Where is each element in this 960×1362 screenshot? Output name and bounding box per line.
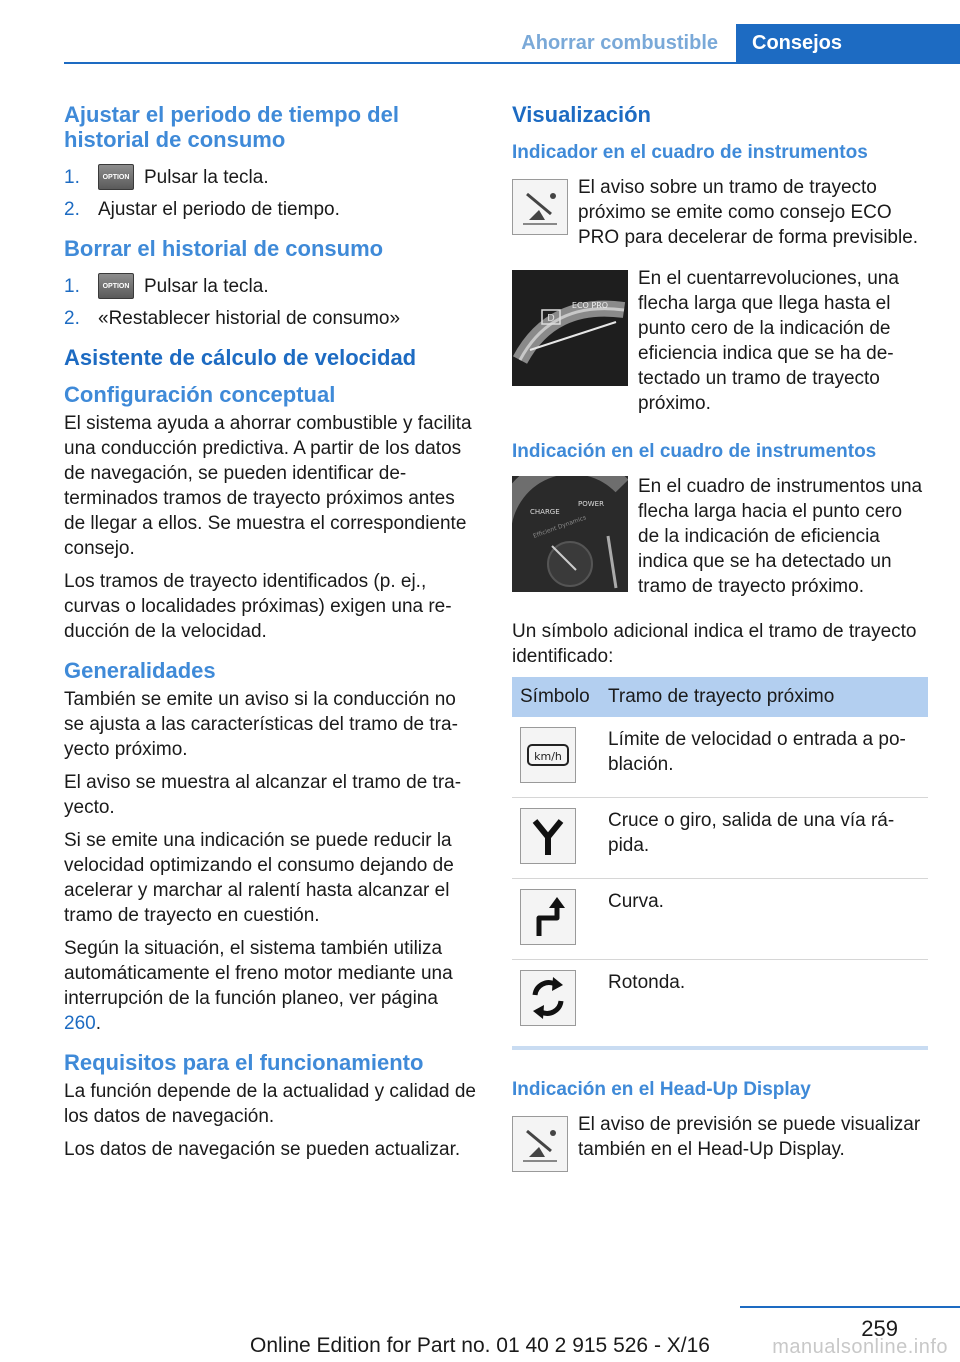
heading-indicador: Indicador en el cuadro de instrumentos (512, 142, 868, 163)
kmh-icon (520, 727, 576, 783)
heading-borrar-historial: Borrar el historial de consumo (64, 236, 384, 261)
table-header-row (512, 677, 928, 717)
paragraph: La función depende de la actualidad y calidad de los datos de navegación. (64, 1081, 476, 1127)
paragraph: El aviso sobre un tramo de trayecto próximo se emite como consejo ECO PRO para decelerar de forma previsible. (578, 177, 919, 248)
junction-icon (520, 808, 576, 864)
kmh-text: km/h (534, 750, 562, 763)
paragraph: En el cuentarrevoluciones, una flecha larga que llega hasta el punto cero de la indicación de eficiencia indica que se ha detectado un tramo de trayecto próximo. (638, 268, 899, 414)
table-row (512, 960, 928, 1041)
heading-configuracion: Configuración conceptual (64, 382, 336, 407)
table-cell (512, 879, 600, 960)
watermark: manualsonline.info (772, 1336, 948, 1358)
eco-pro-label: ECO PRO (571, 301, 609, 310)
paragraph: Los datos de navegación se pueden actualizar. (64, 1139, 461, 1160)
paragraph (64, 936, 477, 1036)
list-item (64, 306, 477, 331)
option-button-icon: OPTION (98, 164, 134, 190)
footer-edition: Online Edition for Part no. 01 40 2 915 526 - X/16 (250, 1334, 710, 1357)
heading-hud: Indicación en el Head-Up Display (512, 1079, 811, 1100)
hud-deceleration-icon (512, 1116, 568, 1172)
table-bottom-rule (512, 1046, 928, 1050)
table-header: Símbolo (512, 677, 600, 717)
table-cell: Cruce o giro, salida de una vía rápida. (600, 798, 928, 879)
list-item (64, 273, 477, 299)
right-column (512, 102, 928, 1178)
gear-indicator: D (547, 313, 555, 324)
table-header: Tramo de trayecto próximo (600, 677, 928, 717)
step-number: 2. (64, 308, 80, 329)
heading-asistente: Asistente de cálculo de velocidad (64, 345, 417, 370)
table-cell (512, 798, 600, 879)
steps-ajustar (64, 164, 477, 222)
paragraph-text: Según la situación, el sistema también utiliza automáticamente el freno motor mediante una interrupción de la función planeo, ver página (64, 938, 453, 1009)
heading-indicacion: Indicación en el cuadro de instrumentos (512, 441, 877, 462)
step-number: 2. (64, 199, 80, 220)
table-row (512, 798, 928, 879)
symbol-table (512, 677, 928, 1040)
charge-label: CHARGE (530, 508, 560, 516)
tab-ahorrar-combustible[interactable]: Ahorrar combustible (521, 32, 718, 54)
heading-generalidades: Generalidades (64, 658, 216, 683)
list-item (64, 197, 477, 222)
table-cell (512, 717, 600, 798)
efficient-dynamics-label: Efficient Dynamics (532, 514, 588, 540)
heading-ajustar-historial: Ajustar el periodo de tiempo del historial de consumo (64, 102, 399, 152)
step-text: Pulsar la tecla. (144, 166, 269, 188)
table-cell: Curva. (600, 879, 928, 960)
heading-requisitos: Requisitos para el funcionamiento (64, 1050, 424, 1075)
option-button-icon: OPTION (98, 273, 134, 299)
header-tabs (64, 24, 960, 64)
paragraph-text: . (95, 1013, 101, 1034)
paragraph: El aviso de previsión se puede visualizar también en el Head-Up Display. (578, 1114, 921, 1160)
paragraph: El sistema ayuda a ahorrar combustible y facilita una conducción predictiva. A partir de los datos de navegación, se pueden identificar determinados tramos de trayecto próximos antes de llegar a ellos. Se muestra el correspondiente consejo. (64, 413, 472, 559)
tab-consejos[interactable]: Consejos (736, 24, 960, 62)
page-link[interactable]: 260 (64, 1013, 96, 1034)
paragraph: El aviso se muestra al alcanzar el tramo de trayecto. (64, 772, 462, 818)
roundabout-icon (520, 970, 576, 1026)
page-number: 259 (861, 1316, 898, 1341)
footer-rule (740, 1306, 960, 1308)
table-cell (512, 960, 600, 1041)
eco-pro-deceleration-icon (512, 179, 568, 235)
list-item (64, 164, 477, 190)
paragraph: Si se emite una indicación se puede reducir la velocidad optimizando el consumo dejando de acelerar y marchar al ralentí hasta alcanzar el tramo de trayecto en cuestión. (64, 830, 454, 926)
table-cell: Rotonda. (608, 972, 686, 993)
table-cell: Límite de velocidad o entrada a población. (600, 717, 928, 798)
table-row (512, 717, 928, 798)
table-row (512, 879, 928, 960)
instrument-cluster-photo (512, 476, 628, 592)
power-label: POWER (578, 500, 604, 508)
step-text: «Restablecer historial de consumo» (98, 308, 401, 329)
paragraph: Un símbolo adicional indica el tramo de trayecto identificado: (512, 621, 917, 667)
step-number: 1. (64, 166, 80, 188)
tachometer-photo (512, 270, 628, 386)
heading-visualizacion: Visualización (512, 102, 651, 127)
paragraph: Los tramos de trayecto identificados (p. ej., curvas o localidades próximas) exigen una reducción de la velocidad. (64, 571, 452, 642)
step-text: Pulsar la tecla. (144, 275, 269, 297)
steps-borrar (64, 273, 477, 331)
paragraph: También se emite un aviso si la conducción no se ajusta a las características del tramo de trayecto próximo. (64, 689, 458, 760)
step-number: 1. (64, 275, 80, 297)
paragraph: En el cuadro de instrumentos una flecha larga hacia el punto cero de la indicación de eficiencia indica que se ha detectado un tramo de trayecto próximo. (638, 476, 923, 597)
left-column (64, 102, 477, 1170)
curve-icon (520, 889, 576, 945)
step-text: Ajustar el periodo de tiempo. (98, 199, 340, 220)
